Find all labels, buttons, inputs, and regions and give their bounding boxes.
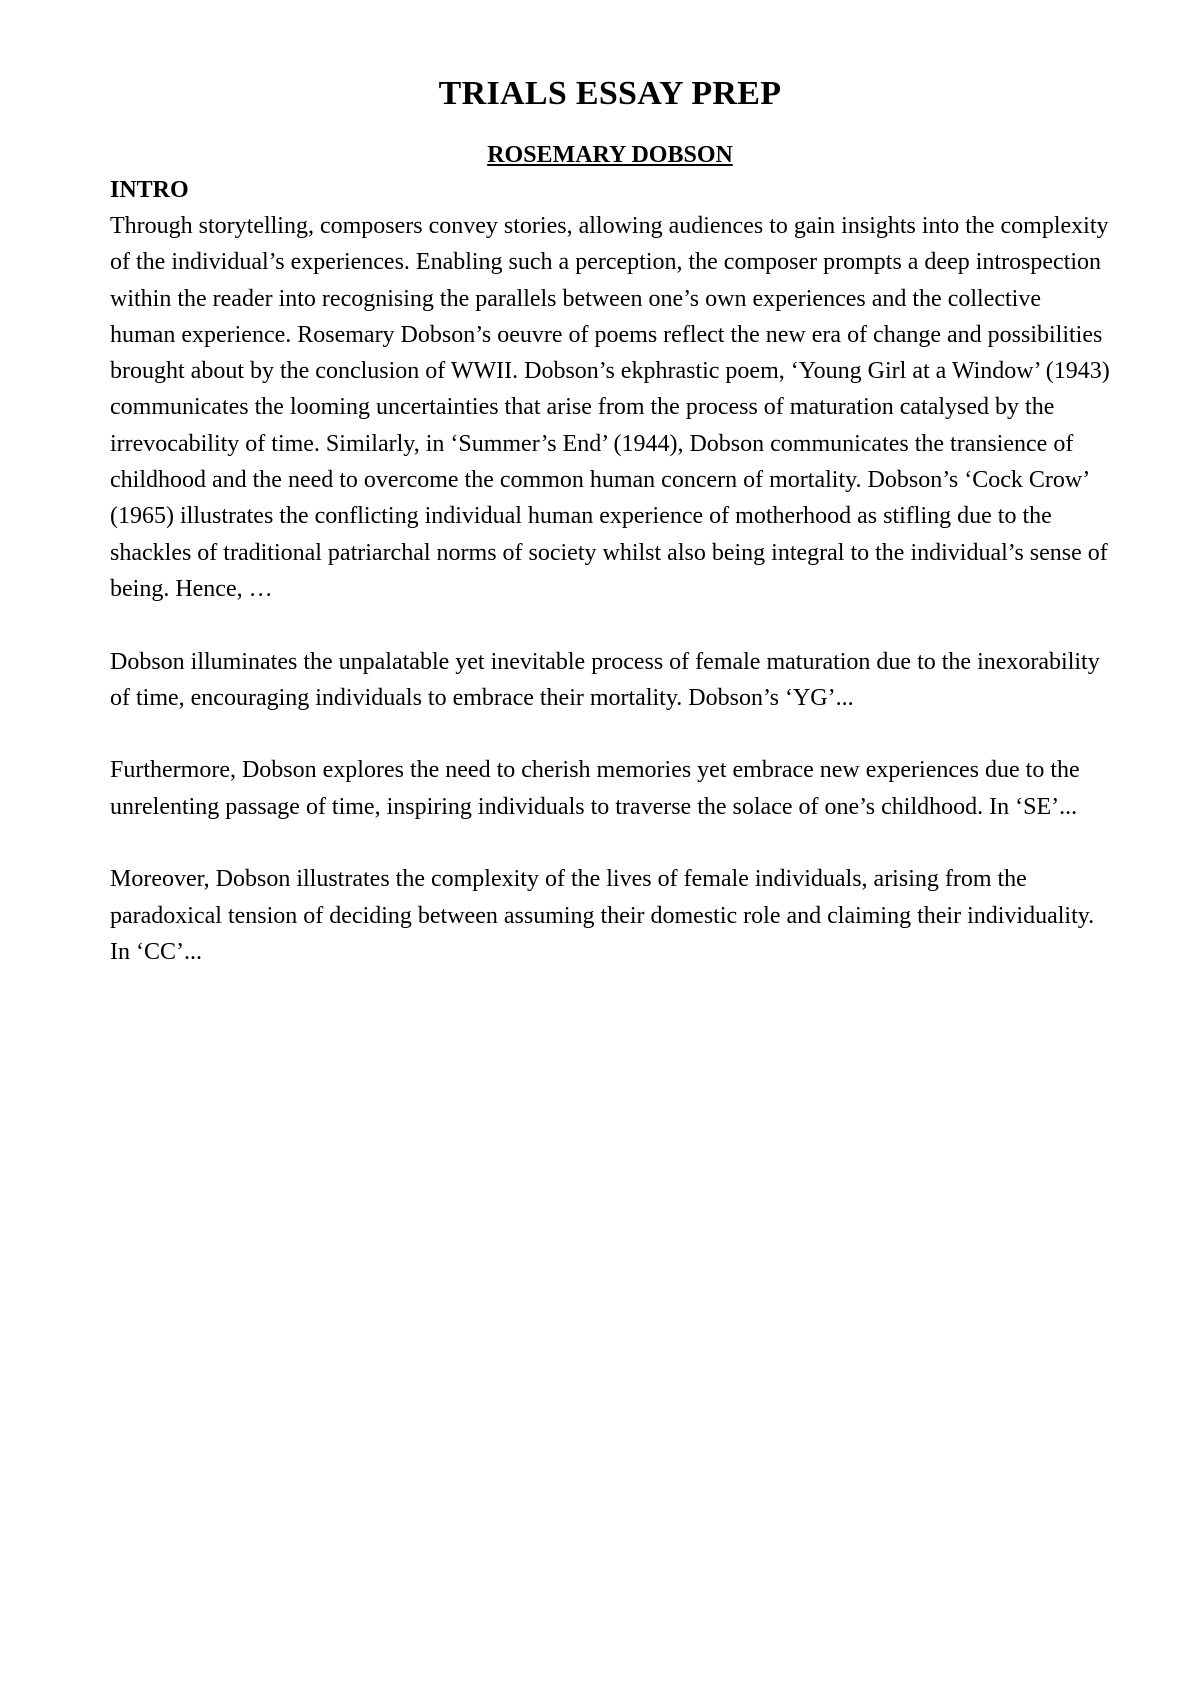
body-paragraph-3: Moreover, Dobson illustrates the complexity of the lives of female individuals, arising from the paradoxical tension of deciding between assuming their domestic role and claiming their individuality. In ‘CC’... [110, 866, 1095, 965]
body-paragraph-1: Dobson illuminates the unpalatable yet inevitable process of female maturation due to the inexorability of time, encouraging individuals to embrace their mortality. Dobson’s ‘YG’... [110, 648, 1100, 711]
paragraph-spacer [110, 607, 1110, 643]
paragraph-spacer [110, 825, 1110, 861]
document-content [110, 70, 1110, 970]
paragraph-spacer [110, 716, 1110, 752]
document-subtitle: ROSEMARY DOBSON [487, 142, 733, 168]
intro-heading: INTRO [110, 177, 189, 203]
body-paragraph-2: Furthermore, Dobson explores the need to cherish memories yet embrace new experiences due to the unrelenting passage of time, inspiring individuals to traverse the solace of one’s childhood. In ‘SE’... [110, 757, 1080, 820]
document-title: TRIALS ESSAY PREP [438, 75, 782, 112]
intro-paragraph: Through storytelling, composers convey stories, allowing audiences to gain insights into the complexity of the individual’s experiences. Enabling such a perception, the composer prompts a deep introspection within the reader into recognising the parallels between one’s own experiences and the collective human experience. Rosemary Dobson’s oeuvre of poems reflect the new era of change and possibilities brought about by the conclusion of WWII. Dobson’s ekphrastic poem, ‘Young Girl at a Window’ (1943) communicates the looming uncertainties that arise from the process of maturation catalysed by the irrevocability of time. Similarly, in ‘Summer’s End’ (1944), Dobson communicates the transience of childhood and the need to overcome the common human concern of mortality. Dobson’s ‘Cock Crow’ (1965) illustrates the conflicting individual human experience of motherhood as stifling due to the shackles of traditional patriarchal norms of society whilst also being integral to the individual’s sense of being. Hence, … [110, 213, 1110, 602]
